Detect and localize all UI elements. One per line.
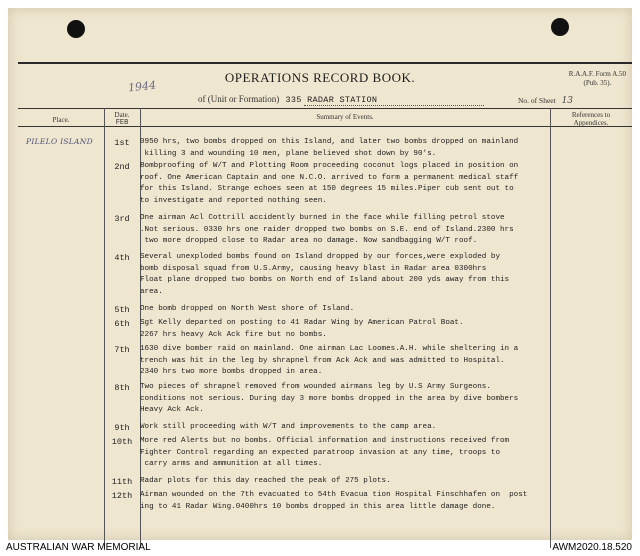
entry-line: Sgt Kelly departed on posting to 41 Radar Wing by American Patrol Boat.	[140, 319, 464, 327]
punch-hole-left	[67, 20, 85, 38]
entry-day: 3rd	[114, 214, 130, 224]
form-pub-line: (Pub. 35).	[583, 79, 612, 87]
table-header-top-rule	[18, 108, 632, 109]
entry-line: carry arms and ammunition at all times.	[140, 460, 323, 469]
place-handwritten: PILELO ISLAND	[26, 137, 93, 146]
entry-line: Several unexploded bombs found on Island dropped by our forces,were exploded by	[140, 253, 501, 261]
entry-line: Fighter Control regarding an expected paratroop invasion at any time, troops to	[140, 448, 501, 457]
entry-line: ing to 41 Radar Wing.0400hrs 10 bombs dropped in this area little damage done.	[140, 502, 496, 511]
entry-line: killing 3 and wounding 10 men, plane believed shot down by 90's.	[140, 149, 437, 158]
form-identifier	[569, 70, 626, 88]
entry-line: two more dropped close to Radar area no damage. Now sandbagging W/T roof.	[140, 237, 478, 246]
entry-line: bomb disposal squad from U.S.Army, causing heavy blast in Radar area 0300hrs	[140, 264, 487, 273]
entry-line: to investigate and reported nothing seen.	[140, 196, 327, 205]
entry-day: 4th	[114, 253, 130, 263]
top-rule	[18, 62, 632, 64]
entry-line: area.	[140, 287, 163, 296]
entry-line: Float plane dropped two bombs on North end of Island about 200 yds away from this	[140, 276, 510, 285]
entry-line: Airman wounded on the 7th evacuated to 54th Evacua tion Hospital Finschhafen on post	[140, 491, 528, 499]
punch-hole-right	[551, 18, 569, 36]
entry-day: 12th	[111, 491, 133, 501]
header-date-label: Date.	[114, 111, 130, 119]
header-date-month: FEB	[115, 119, 129, 127]
entry-day: 11th	[111, 477, 133, 487]
entry-line: More red Alerts but no bombs. Official information and instructions received from	[140, 437, 510, 445]
column-divider-summary	[550, 108, 551, 548]
entry-line: 1630 dive bomber raid on mainland. One airman Lac Loomes.A.H. while sheltering in a	[140, 345, 519, 353]
header-references-line2: Appendices.	[573, 119, 609, 127]
entry-line: 0950 hrs, two bombs dropped on this Island, and later two bombs dropped on mainland	[140, 138, 519, 146]
entry-line: conditions not serious. During day 3 more bombs dropped in the area by dive bombers	[140, 394, 519, 403]
entry-line: One airman Acl Cottrill accidently burned in the face while filling petrol stove	[140, 214, 505, 222]
sheet-value: 13	[561, 96, 574, 106]
handwritten-year: 1944	[127, 78, 157, 95]
entry-day: 2nd	[114, 162, 130, 172]
header-summary: Summary of Events.	[316, 113, 374, 121]
footer-credit: AUSTRALIAN WAR MEMORIAL	[6, 542, 151, 553]
entry-line: Work still proceeding with W/T and improvements to the camp area.	[140, 423, 437, 431]
entry-day: 1st	[114, 138, 130, 148]
entry-day: 7th	[114, 345, 130, 355]
entry-line: .Not serious. 0330 hrs one raider dropped two bombs on S.E. end of Island.2300 hrs	[140, 225, 514, 234]
entry-line: Bombproofing of W/T and Plotting Room proceeding coconut logs placed in position on	[140, 162, 519, 170]
sheet-number	[518, 96, 573, 106]
header-references-line1: References to	[571, 111, 611, 119]
entry-day: 9th	[114, 423, 130, 433]
unit-value: 335 RADAR STATION	[285, 95, 378, 105]
entry-line: Heavy Ack Ack.	[140, 406, 204, 415]
entry-day: 5th	[114, 305, 130, 315]
form-title: OPERATIONS RECORD BOOK.	[224, 70, 416, 85]
form-id-line: R.A.A.F. Form A.50	[568, 70, 626, 78]
entry-line: 2267 hrs heavy Ack Ack fire but no bombs.	[140, 330, 327, 339]
header-references	[550, 111, 632, 127]
unit-line	[198, 94, 377, 105]
entry-line: 2340 hrs two more bombs dropped in area.	[140, 368, 323, 377]
entry-line: One bomb dropped on North West shore of Island.	[140, 305, 355, 313]
unit-underline	[304, 105, 484, 106]
header-place: Place.	[52, 116, 70, 124]
footer-accession: AWM2020.18.520	[552, 542, 632, 553]
entry-line: roof. One American Captain and one N.C.O. arrived to form a permanent medical staff	[140, 173, 519, 182]
entry-line: Two pieces of shrapnel removed from wounded airmans leg by U.S Army Surgeons.	[140, 383, 491, 391]
entry-line: for this Island. Strange echoes seen at 150 degrees 15 miles.Piper cub sent out to	[140, 185, 514, 194]
sheet-label: No. of Sheet	[518, 96, 556, 105]
entry-day: 6th	[114, 319, 130, 329]
entry-day: 8th	[114, 383, 130, 393]
entry-line: trench was hit in the leg by shrapnel from Ack Ack and was admitted to Hospital.	[140, 356, 505, 365]
header-date	[104, 111, 140, 127]
entry-line: Radar plots for this day reached the peak of 275 plots.	[140, 477, 391, 485]
unit-label: of (Unit or Formation)	[198, 94, 280, 104]
entry-day: 10th	[111, 437, 133, 447]
